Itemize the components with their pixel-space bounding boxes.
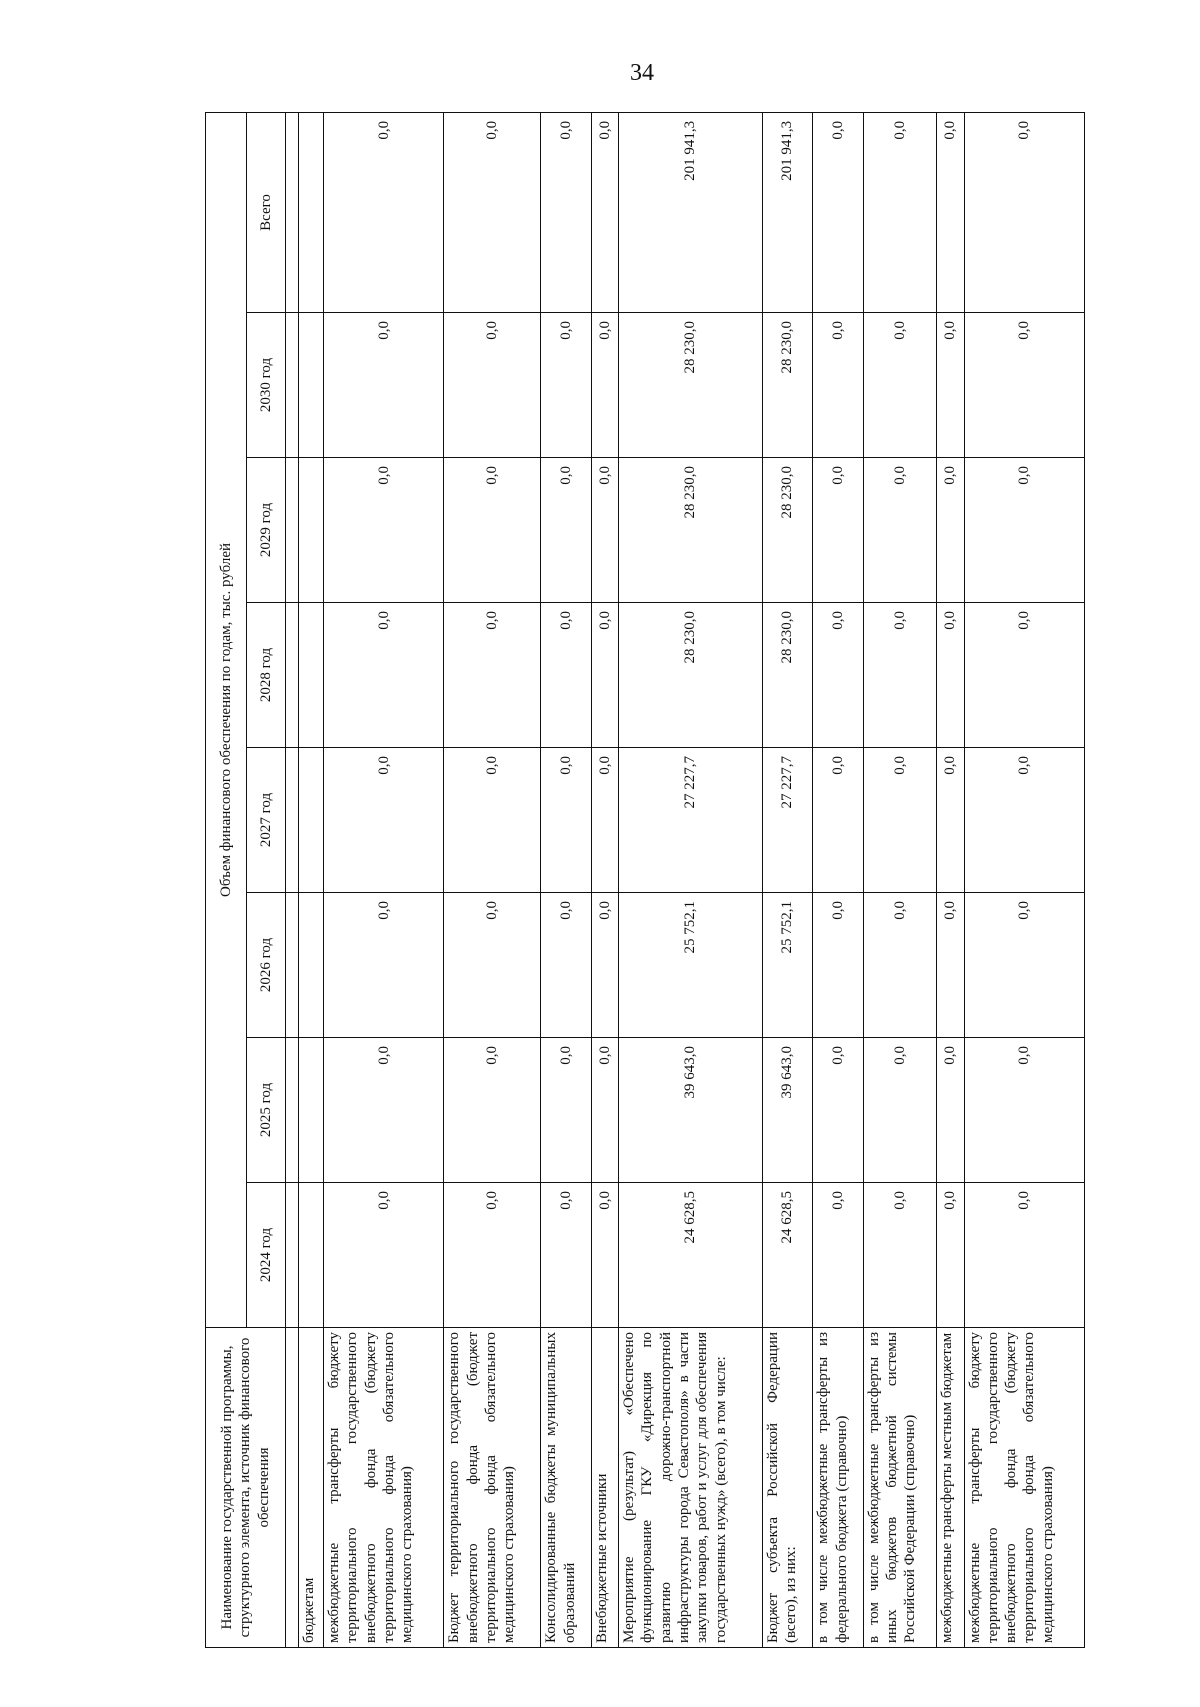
row-name: межбюджетные трансферты бюджету территориального государственного внебюджетного фонда (бюджету территориального фонда обязательного медицинского страхования)	[964, 1328, 1084, 1648]
header-volume-group: Объем финансового обеспечения по годам, тыс. рублей	[206, 112, 247, 1327]
row-value: 0,0	[591, 1038, 618, 1183]
row-value: 0,0	[863, 1038, 937, 1183]
row-value: 0,0	[324, 1183, 444, 1328]
row-value: 0,0	[813, 893, 863, 1038]
header-year-2025: 2025 год	[247, 1038, 286, 1183]
row-value: 0,0	[863, 748, 937, 893]
table-row	[937, 112, 964, 1647]
row-value: 0,0	[541, 1038, 591, 1183]
row-value: 0,0	[964, 458, 1084, 603]
row-value: 0,0	[964, 1183, 1084, 1328]
row-value: 0,0	[937, 458, 964, 603]
row-value: 0,0	[813, 748, 863, 893]
header-index-row	[286, 112, 299, 1647]
row-value: 0,0	[813, 603, 863, 748]
row-name: Бюджет территориального государственного внебюджетного фонда (бюджет территориального фонда обязательного медицинского страхования)	[444, 1328, 541, 1648]
row-value: 0,0	[863, 112, 937, 312]
row-value: 0,0	[813, 112, 863, 312]
row-value: 39 643,0	[619, 1038, 763, 1183]
row-name: бюджетам	[299, 1328, 324, 1648]
row-value	[299, 1183, 324, 1328]
row-value	[299, 748, 324, 893]
table-row	[813, 112, 863, 1647]
row-value	[299, 313, 324, 458]
header-year-2030: 2030 год	[247, 313, 286, 458]
row-value: 0,0	[937, 112, 964, 312]
row-value: 27 227,7	[762, 748, 812, 893]
row-value: 0,0	[964, 313, 1084, 458]
row-value: 0,0	[937, 313, 964, 458]
row-value: 28 230,0	[619, 603, 763, 748]
table-row	[591, 112, 618, 1647]
rotated-table-wrapper	[205, 113, 1085, 1648]
row-value: 39 643,0	[762, 1038, 812, 1183]
row-name: в том числе межбюджетные трансферты из иных бюджетов бюджетной системы Российской Федерации (справочно)	[863, 1328, 937, 1648]
table-row	[444, 112, 541, 1647]
row-value: 0,0	[591, 603, 618, 748]
row-value: 0,0	[937, 1183, 964, 1328]
row-value	[299, 112, 324, 312]
row-value: 0,0	[813, 1183, 863, 1328]
table-row	[964, 112, 1084, 1647]
header-year-2028: 2028 год	[247, 603, 286, 748]
row-value: 0,0	[324, 748, 444, 893]
row-value: 0,0	[324, 893, 444, 1038]
row-name: Консолидированные бюджеты муниципальных образований	[541, 1328, 591, 1648]
table-row	[619, 112, 763, 1647]
row-value: 0,0	[964, 893, 1084, 1038]
row-value: 0,0	[444, 893, 541, 1038]
row-value: 0,0	[541, 112, 591, 312]
table-row	[299, 112, 324, 1647]
row-value	[299, 1038, 324, 1183]
row-value: 0,0	[964, 748, 1084, 893]
row-value: 0,0	[541, 893, 591, 1038]
row-value: 0,0	[813, 458, 863, 603]
header-year-2029: 2029 год	[247, 458, 286, 603]
row-name: Мероприятие (результат) «Обеспечено функционирование ГКУ «Дирекция по развитию дорожно-транспортной инфраструктуры города Севастополя» в части закупки товаров, работ и услуг для обеспечения государственных нужд» (всего), в том числе:	[619, 1328, 763, 1648]
row-value: 0,0	[444, 458, 541, 603]
row-value: 0,0	[324, 603, 444, 748]
row-name: Бюджет субъекта Российской Федерации (всего), из них:	[762, 1328, 812, 1648]
row-value: 0,0	[863, 893, 937, 1038]
row-value: 28 230,0	[762, 603, 812, 748]
row-value: 0,0	[937, 1038, 964, 1183]
row-value: 0,0	[863, 603, 937, 748]
row-value: 0,0	[541, 313, 591, 458]
row-name: Внебюджетные источники	[591, 1328, 618, 1648]
row-name: межбюджетные трансферты бюджету территориального государственного внебюджетного фонда (бюджету территориального фонда обязательного медицинского страхования)	[324, 1328, 444, 1648]
row-value: 0,0	[937, 603, 964, 748]
row-name: в том числе межбюджетные трансферты из федерального бюджета (справочно)	[813, 1328, 863, 1648]
row-value: 0,0	[863, 313, 937, 458]
header-name-column: Наименование государственной программы, структурного элемента, источник финансового обеспечения	[206, 1328, 286, 1648]
row-value: 0,0	[444, 603, 541, 748]
row-value: 0,0	[541, 748, 591, 893]
row-value: 0,0	[541, 603, 591, 748]
row-value: 0,0	[813, 313, 863, 458]
table-row	[863, 112, 937, 1647]
row-value: 0,0	[324, 458, 444, 603]
rotated-table-content	[205, 113, 1085, 1648]
row-value: 25 752,1	[619, 893, 763, 1038]
table-row	[762, 112, 812, 1647]
row-value: 0,0	[324, 112, 444, 312]
row-value: 28 230,0	[762, 313, 812, 458]
row-value: 0,0	[937, 893, 964, 1038]
header-year-2026: 2026 год	[247, 893, 286, 1038]
row-value: 0,0	[591, 1183, 618, 1328]
row-name: межбюджетные трансферты местным бюджетам	[937, 1328, 964, 1648]
row-value: 24 628,5	[619, 1183, 763, 1328]
row-value	[299, 458, 324, 603]
row-value: 27 227,7	[619, 748, 763, 893]
row-value: 25 752,1	[762, 893, 812, 1038]
row-value: 0,0	[591, 893, 618, 1038]
row-value: 28 230,0	[619, 313, 763, 458]
row-value: 0,0	[591, 748, 618, 893]
row-value: 0,0	[444, 112, 541, 312]
row-value: 0,0	[964, 1038, 1084, 1183]
row-value: 0,0	[591, 458, 618, 603]
page-number: 34	[630, 60, 654, 86]
row-value: 0,0	[863, 458, 937, 603]
row-value: 0,0	[444, 1038, 541, 1183]
row-value: 0,0	[444, 748, 541, 893]
row-value: 0,0	[937, 748, 964, 893]
row-value: 0,0	[964, 112, 1084, 312]
table-row	[324, 112, 444, 1647]
row-value: 0,0	[324, 1038, 444, 1183]
table-body	[299, 112, 1085, 1647]
row-value: 28 230,0	[619, 458, 763, 603]
row-value: 0,0	[964, 603, 1084, 748]
row-value: 0,0	[541, 458, 591, 603]
row-value: 0,0	[324, 313, 444, 458]
row-value: 24 628,5	[762, 1183, 812, 1328]
row-value	[299, 893, 324, 1038]
financing-table	[205, 112, 1085, 1648]
header-year-2027: 2027 год	[247, 748, 286, 893]
row-value: 0,0	[591, 112, 618, 312]
row-value: 0,0	[541, 1183, 591, 1328]
row-value: 0,0	[591, 313, 618, 458]
header-total: Всего	[247, 112, 286, 312]
row-value: 0,0	[863, 1183, 937, 1328]
row-value	[299, 603, 324, 748]
row-value: 201 941,3	[619, 112, 763, 312]
header-year-2024: 2024 год	[247, 1183, 286, 1328]
row-value: 0,0	[813, 1038, 863, 1183]
row-value: 28 230,0	[762, 458, 812, 603]
row-value: 201 941,3	[762, 112, 812, 312]
row-value: 0,0	[444, 1183, 541, 1328]
table-row	[541, 112, 591, 1647]
row-value: 0,0	[444, 313, 541, 458]
